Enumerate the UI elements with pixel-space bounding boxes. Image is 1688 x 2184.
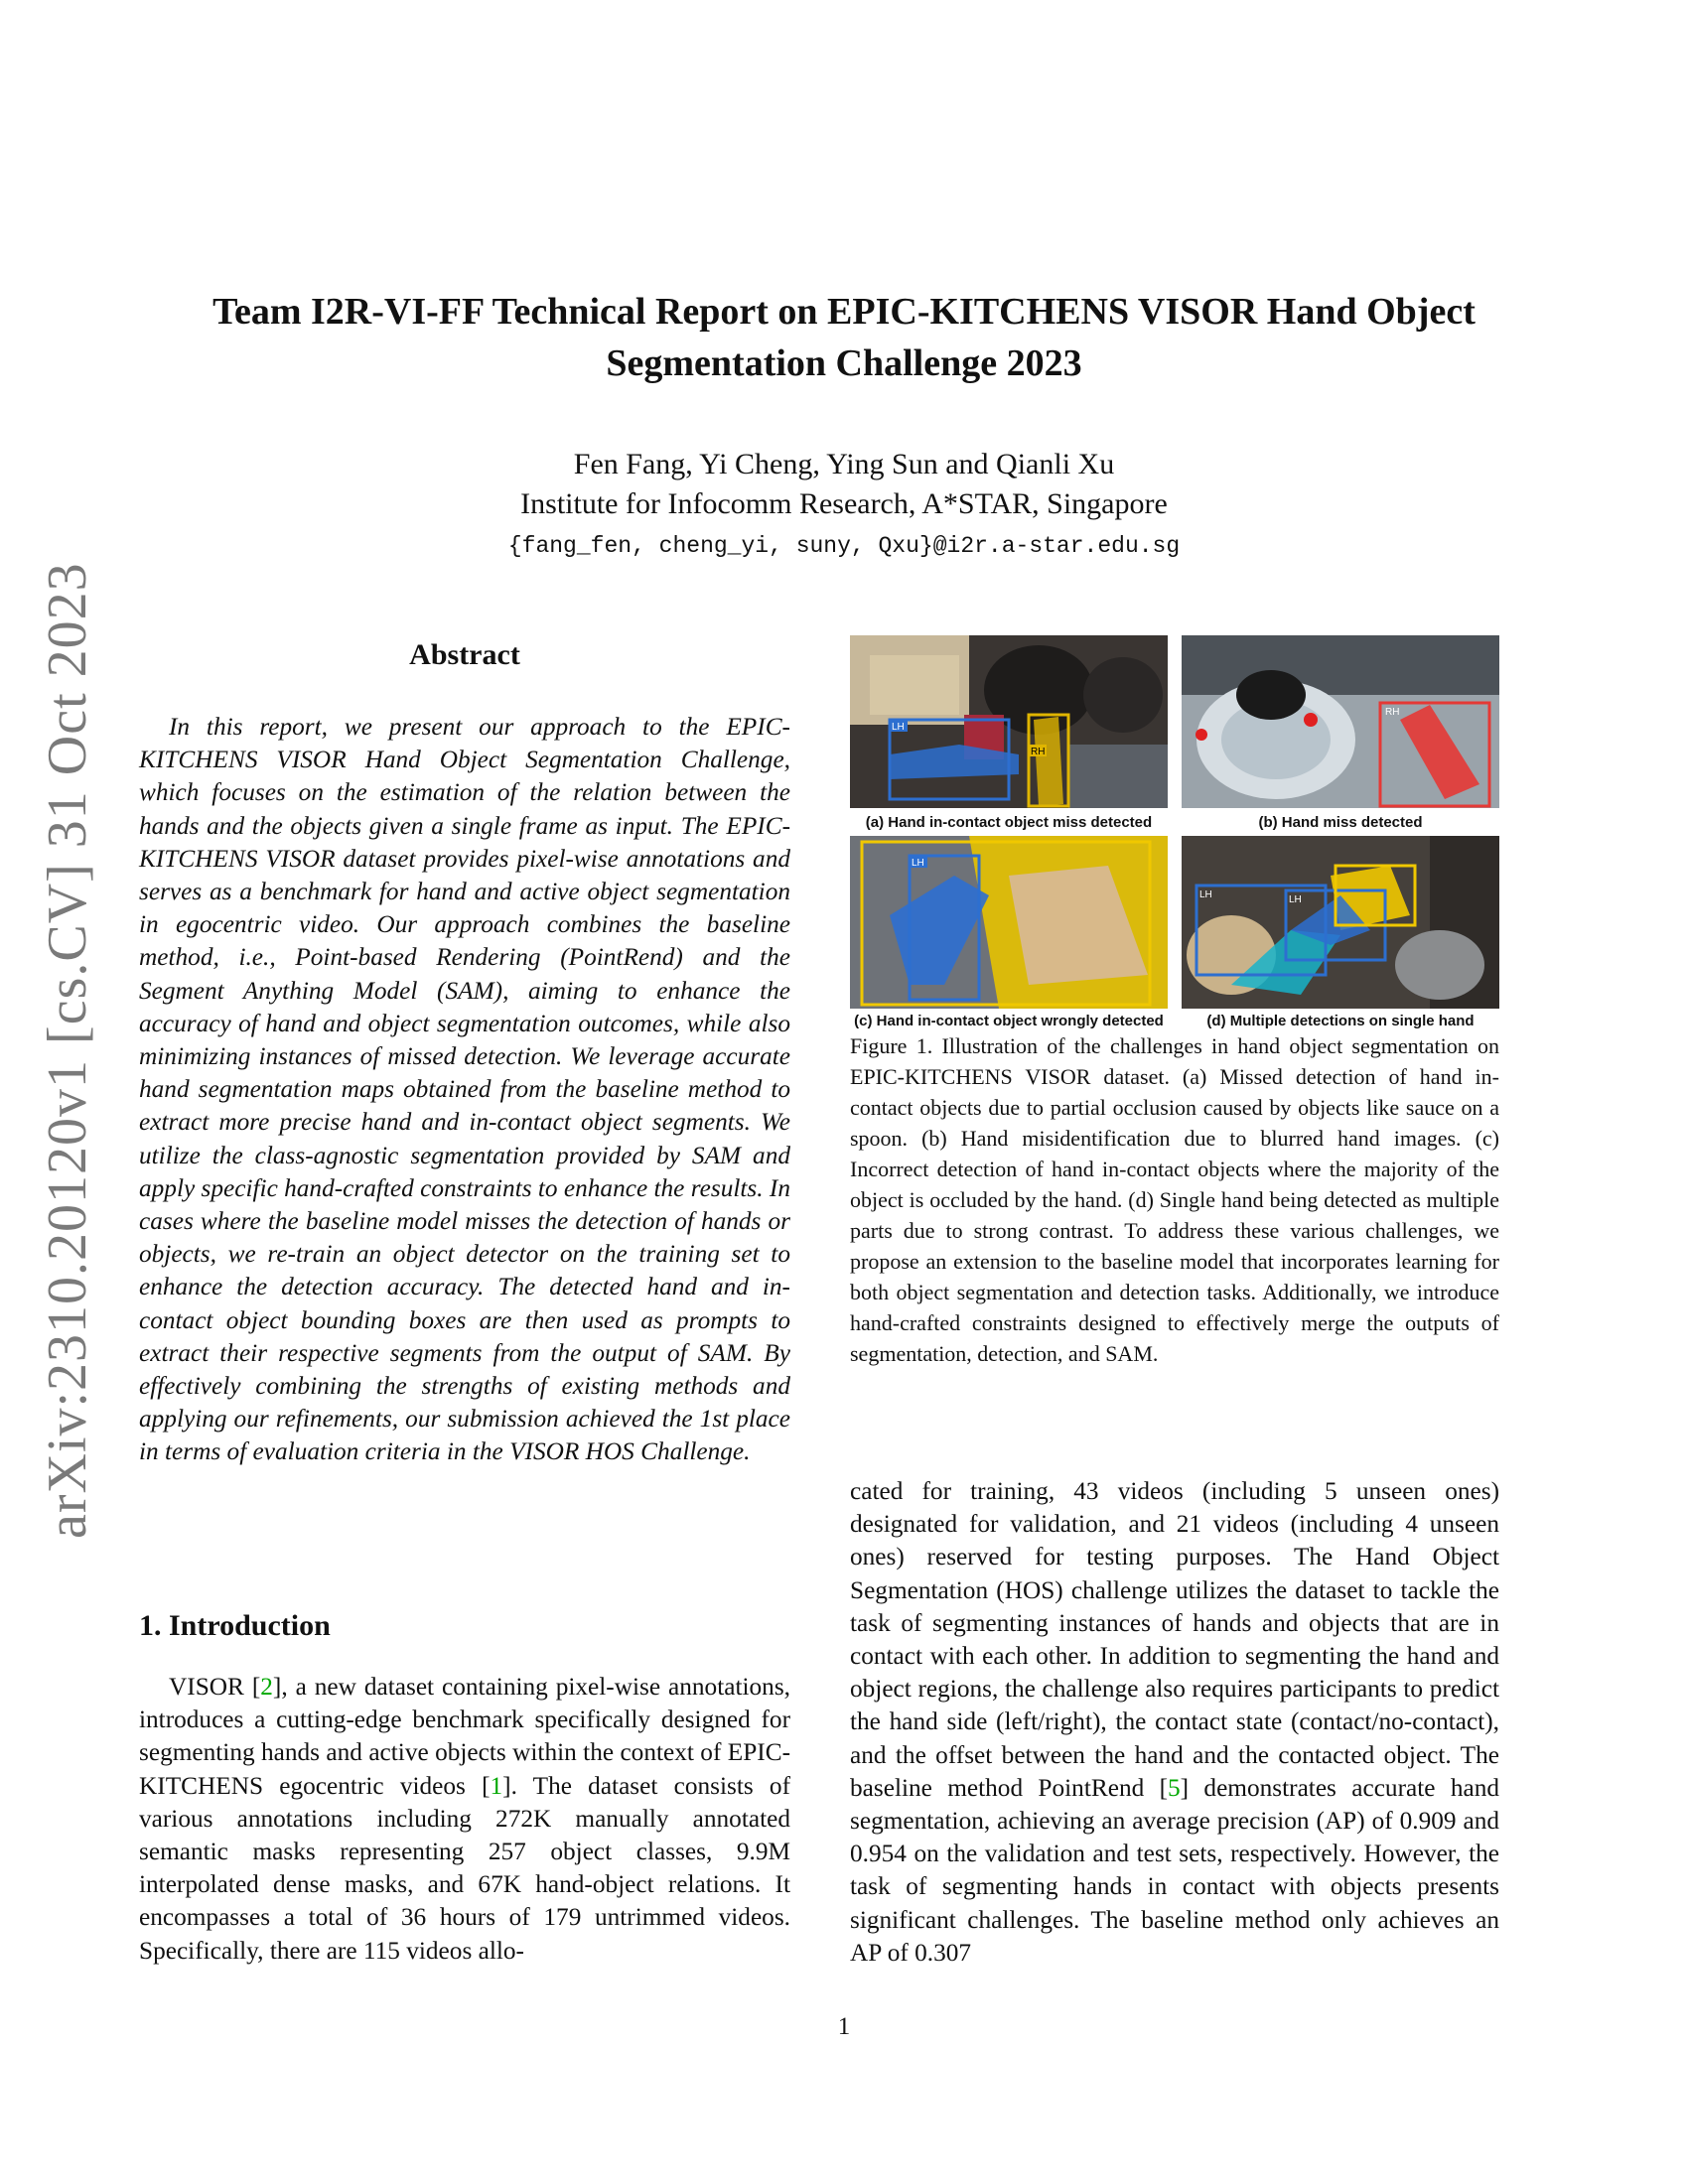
- arxiv-stamp: arXiv:2310.20120v1 [cs.CV] 31 Oct 2023: [37, 562, 98, 1539]
- panel-tag: LH: [892, 722, 905, 733]
- emails: {fang_fen, cheng_yi, suny, Qxu}@i2r.a-star.edu.sg: [507, 533, 1181, 559]
- citation-link[interactable]: 1: [490, 1771, 503, 1800]
- figure-panel-a-label: (a) Hand in-contact object miss detected: [865, 814, 1153, 831]
- citation-link[interactable]: 5: [1168, 1773, 1181, 1802]
- affiliation: Institute for Infocomm Research, A*STAR, Singapore: [520, 487, 1168, 520]
- title-line-1: Team I2R-VI-FF Technical Report on EPIC-KITCHENS VISOR Hand Object: [212, 291, 1476, 333]
- introduction-paragraph-1: [139, 1671, 790, 1968]
- intro-text: ], a new dataset containing pixel-wise annotations, introduces a cutting-edge benchmark specifically designed for segmenting hands and active objects within the context of EPIC-KITCHENS egocentric videos [: [139, 1673, 790, 1800]
- figure-1-caption: Figure 1. Illustration of the challenges in hand object segmentation on EPIC-KITCHENS VISOR dataset. (a) Missed detection of hand in-contact objects due to partial occlusion caused by objects like sauce on a spoon. (b) Hand misidentification due to blurred hand images. (c) Incorrect detection of hand in-contact objects where the majority of the object is occluded by the hand. (d) Single hand being detected as multiple parts due to strong contrast. To address these various challenges, we propose an extension to the baseline model that incorporates learning for both object segmentation and detection tasks. Additionally, we introduce hand-crafted constraints designed to effectively merge the outputs of segmentation, detection, and SAM.: [850, 1033, 1499, 1366]
- intro-text: VISOR [: [169, 1673, 261, 1701]
- introduction-paragraph-2: [850, 1475, 1499, 1970]
- page-number: 1: [837, 2013, 851, 2040]
- intro-text: cated for training, 43 videos (including 5 unseen ones) designated for validation, and 21 videos (including 4 unseen ones) reserved for testing purposes. The Hand Object Segmentation (HOS) challenge utilizes the dataset to tackle the task of segmenting instances of hands and objects that are in contact with each other. In addition to segmenting the hand and object regions, the challenge also requires participants to predict the hand side (left/right), the contact state (contact/no-contact), and the offset between the hand and the contacted object. The baseline method PointRend [: [850, 1477, 1499, 1802]
- paper-title: [119, 286, 1569, 389]
- panel-tag: RH: [1031, 747, 1046, 757]
- figure-1: [850, 635, 1499, 1029]
- intro-text: ] demonstrates accurate hand segmentation, achieving an average precision (AP) of 0.909 and 0.954 on the validation and test sets, respectively. However, the task of segmenting hands in contact with objects presents significant challenges. The baseline method only achieves an AP of 0.307: [850, 1773, 1499, 1967]
- title-line-2: Segmentation Challenge 2023: [606, 342, 1082, 384]
- panel-tag: RH: [1385, 707, 1400, 718]
- figure-panel-b-label: (b) Hand miss detected: [1258, 814, 1423, 831]
- author-block: [119, 445, 1569, 524]
- figure-panel-d-label: (d) Multiple detections on single hand: [1206, 1013, 1475, 1029]
- figure-panel-a-image: [850, 635, 1168, 808]
- citation-link[interactable]: 2: [260, 1673, 273, 1701]
- panel-tag: LH: [1289, 894, 1302, 905]
- intro-text: ]. The dataset consists of various annotations including 272K manually annotated semantic masks representing 257 object classes, 9.9M interpolated dense masks, and 67K hand-object relations. It encompasses a total of 36 hours of 179 untrimmed videos. Specifically, there are 115 videos allo-: [139, 1771, 791, 1965]
- figure-panel-c-label: (c) Hand in-contact object wrongly detected: [854, 1013, 1164, 1029]
- figure-panel-c-image: [850, 836, 1168, 1009]
- figure-panel-b-image: [1182, 635, 1499, 808]
- panel-tag: LH: [1199, 889, 1212, 900]
- abstract-heading: Abstract: [409, 638, 520, 671]
- abstract-text: In this report, we present our approach to the EPIC-KITCHENS VISOR Hand Object Segmentation Challenge, which focuses on the estimation of the relation between the hands and the objects given a single frame as input. The EPIC-KITCHENS VISOR dataset provides pixel-wise annotations and serves as a benchmark for hand and active object segmentation in egocentric video. Our approach combines the baseline method, i.e., Point-based Rendering (PointRend) and the Segment Anything Model (SAM), aiming to enhance the accuracy of hand and object segmentation outcomes, while also minimizing instances of missed detection. We leverage accurate hand segmentation maps obtained from the baseline method to extract more precise hand and in-contact object segments. We utilize the class-agnostic segmentation provided by SAM and apply specific hand-crafted constraints to enhance the results. In cases where the baseline model misses the detection of hands or objects, we re-train an object detector on the training set to enhance the detection accuracy. The detected hand and in-contact object bounding boxes are then used as prompts to extract their respective segments from the output of SAM. By effectively combining the strengths of existing methods and applying our refinements, our submission achieved the 1st place in terms of evaluation criteria in the VISOR HOS Challenge.: [139, 713, 790, 1466]
- panel-tag: LH: [912, 858, 924, 869]
- figure-panel-d-image: [1182, 836, 1499, 1009]
- introduction-heading: 1. Introduction: [139, 1609, 331, 1642]
- authors: Fen Fang, Yi Cheng, Ying Sun and Qianli Xu: [573, 448, 1115, 480]
